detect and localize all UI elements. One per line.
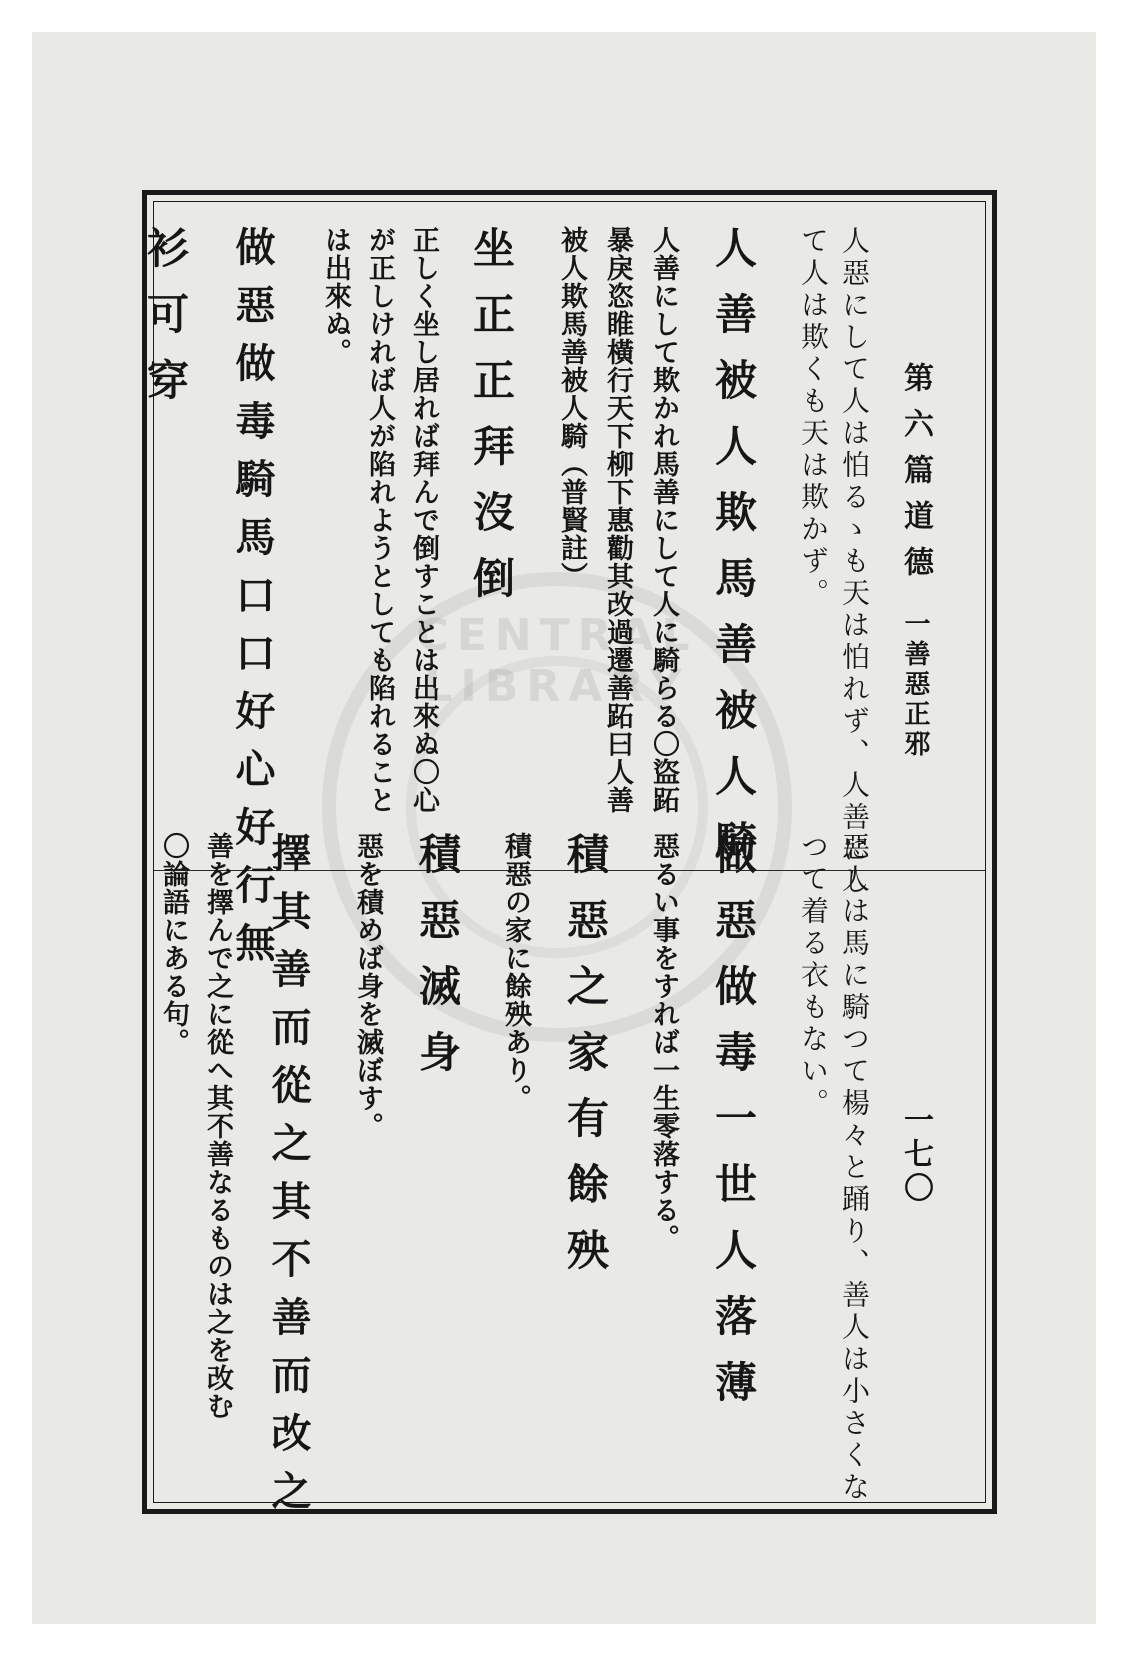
proverb-1: 人善被人欺馬善被人騎 bbox=[709, 226, 758, 886]
proverb-3: 做惡做毒騎馬口口好心好行無 bbox=[229, 226, 276, 980]
lower-explanation-2: つて着る衣もない。 bbox=[797, 832, 830, 1120]
page-number: 一七〇 bbox=[898, 1104, 933, 1206]
upper-explanation-1: 人惡にして人は怕るゝも天は怕れず、人善にし bbox=[838, 226, 871, 898]
header-title: 第六篇道德 bbox=[898, 362, 933, 592]
upper-explanation-8: は出來ぬ。 bbox=[320, 226, 351, 366]
lower-explanation-3: 惡るい事をすれば一生零落する。 bbox=[648, 832, 679, 1252]
upper-explanation-5: 被人欺馬善被人騎（普賢註） bbox=[556, 226, 587, 590]
upper-explanation-3: 人善にして欺かれ馬善にして人に騎らる〇盜跖 bbox=[648, 226, 679, 814]
stamp-text: CENTRAL LIBRARY bbox=[416, 610, 698, 712]
proverb-5: 積惡之家有餘殃 bbox=[561, 832, 610, 1294]
proverb-2: 坐正正拜沒倒 bbox=[467, 226, 516, 622]
proverb-7: 擇其善而從之其不善而改之 bbox=[265, 832, 312, 1528]
upper-explanation-7: が正しければ人が陷れようとしても陷れること bbox=[364, 226, 395, 814]
proverb-3-cont: 衫可穿 bbox=[141, 226, 190, 424]
page-sheet bbox=[32, 32, 1096, 1624]
upper-explanation-2: て人は欺くも天は欺かず。 bbox=[797, 226, 830, 610]
lower-explanation-1: 惡人は馬に騎つて楊々と踊り、善人は小さくな bbox=[838, 832, 871, 1504]
upper-explanation-6: 正しく坐し居れば拜んで倒すことは出來ぬ〇心 bbox=[408, 226, 439, 814]
header-section: 一善惡正邪 bbox=[900, 610, 930, 760]
lower-explanation-4: 積惡の家に餘殃あり。 bbox=[500, 832, 531, 1112]
proverb-4: 做惡做毒一世人落薄 bbox=[709, 832, 758, 1426]
lower-explanation-5: 惡を積めば身を滅ぼす。 bbox=[352, 832, 383, 1140]
lower-explanation-6: 善を擇んで之に從へ其不善なるものは之を改む bbox=[202, 832, 233, 1420]
upper-explanation-4: 暴戾恣睢橫行天下柳下惠勸其改過遷善跖曰人善 bbox=[602, 226, 633, 814]
proverb-6: 積惡滅身 bbox=[413, 832, 462, 1096]
lower-explanation-7: 〇論語にある句。 bbox=[158, 832, 189, 1056]
